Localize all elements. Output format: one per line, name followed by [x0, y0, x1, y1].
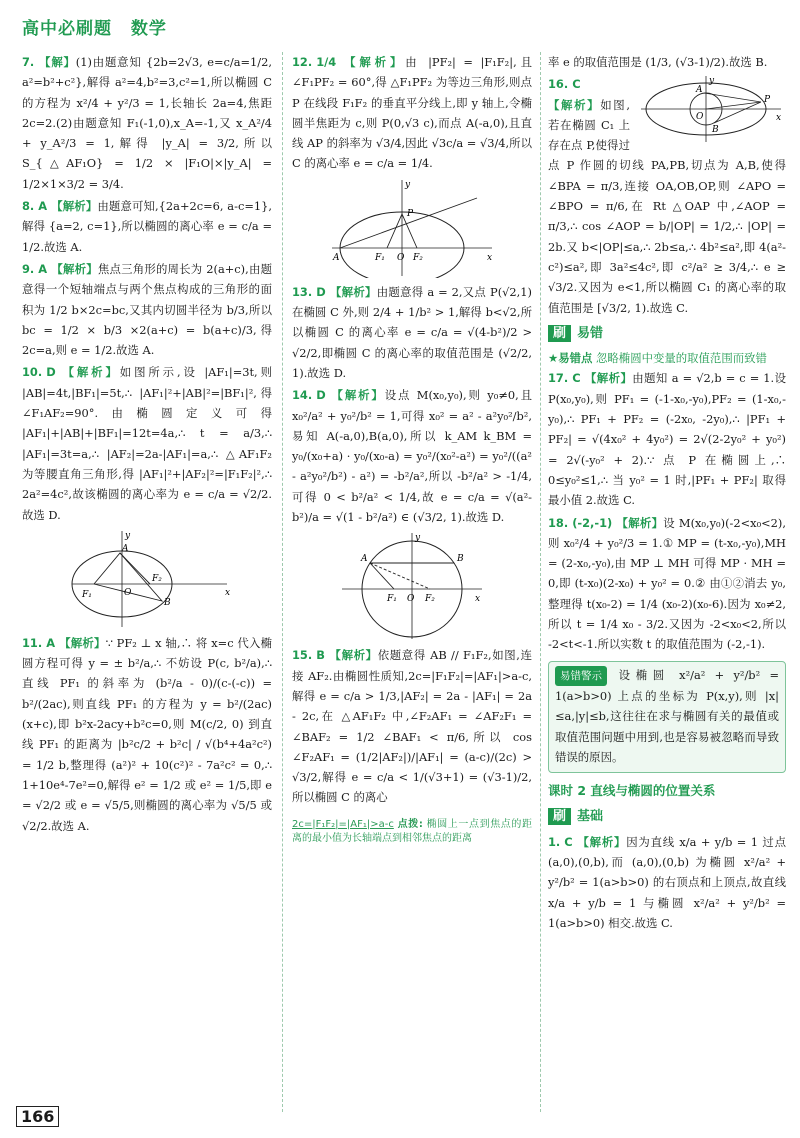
svg-text:A: A: [361, 554, 368, 565]
column-divider: [282, 52, 283, 1112]
svg-text:x: x: [475, 594, 481, 605]
label-A: A: [122, 543, 129, 554]
warning-box: 易错警示 设椭圆 x²/a² + y²/b² = 1(a>b>0) 上点的坐标为 P(x,y),则 |x|≤a,|y|≤b,这往往在求与椭圆有关的最值或取值范围问题中用到,也是容易被忽略而导致错误的原因。: [548, 661, 786, 773]
series-title: 高中必刷题: [22, 19, 112, 39]
question-17: 17. C 【解析】由题知 a = √2,b = c = 1.设 P(x₀,y₀),则 PF₁ = (-1-x₀,-y₀),PF₂ = (1-x₀,-y₀),∴ PF₁ + PF₂ = (-2x₀, -2y₀),∴ |PF₁ + PF₂| = √(4x₀² + 4y₀²) = 2√(2-2y₀² + y₀²) = 2√(-y₀² + 2).∵ 点 P 在椭圆上,∴ 0≤y₀²≤1,∴ 当 y₀² = 1 时,|PF₁ + PF₂| 取得最小值 2.故选 C.: [548, 371, 786, 508]
question-11: 11. A 【解析】∵ PF₂ ⊥ x 轴,∴ 将 x=c 代入椭圆方程可得 y = ± b²/a,∴ 不妨设 P(c, b²/a),∴ 直线 PF₁ 的斜率为 (b²/a - 0)/(c-(-c)) = b²/(2ac),则直线 PF₁ 的方程为 y = b²/(2ac) (x+c),即 b²x-2acy+b²c=0,则 M(c/2, 0) 到直线 PF₁ 的距离为 |b²c/2 + b²c| / √(b⁴+4a²c²) = 1/2 b,整理得 (a²)² + 10(c²)² - 7a²c² = 0,∴ 1+10e⁴-7e²=0,解得 e² = 1/2 或 e² = 1/5,即 e = √2/2 或 e = √5/5,则椭圆的离心率为 √5/5 或 √2/2.故选 A.: [22, 635, 272, 833]
svg-text:B: B: [712, 125, 719, 136]
svg-text:P: P: [407, 208, 414, 219]
label-O: O: [124, 587, 132, 598]
svg-text:F₁: F₁: [375, 252, 385, 263]
question-15-continued: 率 e 的取值范围是 (1/3, (√3-1)/2).故选 B.: [548, 55, 768, 69]
label-x: x: [225, 587, 231, 598]
svg-text:O: O: [696, 112, 704, 123]
svg-text:F₂: F₂: [425, 594, 435, 605]
subject-title: 数学: [130, 19, 167, 39]
figure-q12-ellipse: [327, 178, 497, 278]
question-8: 8. A 【解析】由题意可知,{2a+2c=6, a-c=1},解得 {a=2, c=1},所以椭圆的离心率 e = c/a = 1/2.故选 A.: [22, 199, 272, 254]
svg-text:B: B: [457, 554, 464, 565]
svg-text:x: x: [776, 113, 782, 124]
question-18: 18. (-2,-1) 【解析】设 M(x₀,y₀)(-2<x₀<2),则 x₀²/4 + y₀²/3 = 1.① MP = (t-x₀,-y₀),MH = (2-x₀,-y₀),由 MP ⊥ MH 可得 MP · MH = 0,即 (t-x₀)(2-x₀) + y₀² = 0.② 由①②消去 y₀,整理得 t(x₀-2) = 1/4 (x₀-2)(x₀-6).因为 x₀≠2,所以 t = 1/4 x₀ - 3/2.又因为 -2<x₀<2,所以 -2<t<-1.所以实数 t 的取值范围为 (-2,-1).: [548, 515, 786, 652]
question-13: 13. D 【解析】由题意得 a = 2,又点 P(√2,1) 在椭圆 C 外,则 2/4 + 1/b² > 1,解得 b<√2,所以椭圆 C 的离心率 e = c/a = √(4-b²)/2 > √2/2,即椭圆 C 的离心率的取值范围是 (√2/2, 1).故选 D.: [292, 284, 532, 380]
lesson-title: 课时 2 直线与椭圆的位置关系: [548, 783, 716, 799]
label-B: B: [164, 597, 171, 608]
question-15: 15. B 【解析】依题意得 AB // F₁F₂,如图,连接 AF₂.由椭圆性质知,2c=|F₁F₂|=|AF₁|>a-c,解得 e = c/a > 1/3,|AF₂| = 2a - |AF₁| = 2a - 2c,在 △AF₁F₂ 中,∠F₂AF₁ = ∠AF₂F₁ = ∠BAF₂ = 1/2 ∠BAF₁ < π/6,所以 cos ∠F₂AF₁ = (1/2|AF₂|)/|AF₁| = (a-c)/(2c) > √3/2,解得 e = c/a < 1/(√3+1) = (√3-1)/2,所以椭圆 C 的离心: [292, 648, 532, 805]
column-2: [292, 52, 532, 856]
label-F2: F₂: [152, 573, 162, 584]
question-9: 9. A 【解析】焦点三角形的周长为 2(a+c),由题意得一个短轴端点与两个焦点构成的三角形的面积为 1/2 b×2c=bc,又其内切圆半径为 b/3,所以 bc = 1/2 × b/3 ×2(a+c) = b(a+c)/3,得 2c=a,则 e = 1/2.故选 A.: [22, 261, 272, 358]
svg-text:O: O: [397, 252, 405, 263]
svg-text:x: x: [487, 252, 493, 263]
section-jichu: 刷 基础: [548, 807, 786, 827]
svg-text:O: O: [407, 594, 415, 605]
question-7: 7. 【解】(1)由题意知 {2b=2√3, e=c/a=1/2, a²=b²+c²},解得 a²=4,b²=3,c²=1,所以椭圆 C 的方程为 x²/4 + y²/3 = 1,长轴长 2a=4,焦距 2c=2.(2)由题意知 F₁(-1,0),x_A=-1,又 x_A²/4 + y_A²/3 = 1,解得 |y_A| = 3/2,所以 S_{△AF₁O} = 1/2 × |F₁O|×|y_A| = 1/2×1×3/2 = 3/4.: [22, 55, 272, 191]
figure-q16-ellipse-circle: [636, 74, 786, 144]
section-yicuo: 刷 易错: [548, 324, 786, 344]
column-1: [22, 52, 272, 838]
svg-text:y: y: [709, 76, 715, 87]
question-1: 1. C 【解析】因为直线 x/a + y/b = 1 过点 (a,0),(0,b),而 (a,0),(0,b) 为椭圆 x²/a² + y²/b² = 1(a>b>0) 的右顶点和上顶点,故直线 x/a + y/b = 1 与椭圆 x²/a² + y²/b² = 1(a>b>0) 相交.故选 C.: [548, 834, 786, 930]
label-y: y: [125, 530, 131, 541]
question-14: 14. D 【解析】设点 M(x₀,y₀),则 y₀≠0,且 x₀²/a² + y₀²/b² = 1,可得 x₀² = a² - a²y₀²/b²,易知 A(-a,0),B(a,0),所以 k_AM k_BM = y₀/(x₀+a) · y₀/(x₀-a) = y₀²/(x₀²-a²) = y₀²/((a² - a²y₀²/b²) - a²) = -b²/a²,所以 -b²/a² > -1/4,可得 0 < b²/a² < 1/4,故 e = c/a = √(a²-b²)/a = √(1 - b²/a²) ∈ (√3/2, 1).故选 D.: [292, 388, 532, 525]
svg-text:A: A: [696, 85, 703, 96]
figure-q10-ellipse: [62, 529, 232, 629]
question-16: 16. C【解析】如图,若在椭圆 C₁ 上存在点 P,使得过点 P 作圆的切线 PA,PB,切点为 A,B,使得 ∠BPA = π/3,连接 OA,OB,OP,则 ∠APO = ∠BPO = π/6,在 Rt △OAP 中,∠AOP = π/3,∴ cos ∠AOP = b/|OP| = 1/2,∴ |OP| = 2b.又 b<|OP|≤a,∴ 2b≤a,∴ 4b²≤a²,即 4(a²-c²)≤a²,即 3a²≤4c²,即 c²/a² ≥ 3/4,∴ e ≥ √3/2.又因为 e<1,所以椭圆 C₁ 的离心率的取值范围是 [√3/2, 1).故选 C.: [548, 77, 786, 315]
figure-q15-ellipse: [337, 531, 487, 641]
svg-text:y: y: [405, 179, 411, 190]
question-12: 12. 1/4 【解析】由 |PF₂| = |F₁F₂|,且 ∠F₁PF₂ = 60°,得 △F₁PF₂ 为等边三角形,则点 P 在线段 F₁F₂ 的垂直平分线上,即 y 轴上,令椭圆半焦距为 c,则 P(0,√3 c),而点 A(-a,0),且直线 AP 的斜率为 √3/4,因此 √3c/a = √3/4,所以 C 的离心率 e = c/a = 1/4.: [292, 55, 532, 171]
svg-text:P: P: [764, 95, 771, 106]
error-point: ★易错点 忽略椭圆中变量的取值范围而致错: [548, 351, 767, 366]
tip-note: 2c=|F₁F₂|=|AF₁|>a-c 点拨: 椭圆上一点到焦点的距离的最小值为长轴端点到相邻焦点的距离: [292, 818, 532, 844]
question-10: 10. D 【解析】如图所示,设 |AF₁|=3t,则 |AB|=4t,|BF₁|=5t,∴ |AF₁|²+|AB|²=|BF₁|²,得 ∠F₁AF₂=90°.由椭圆定义可得 |AF₁|+|AB|+|BF₁|=12t=4a,∴ t = a/3,∴ |AF₁|=3t=a,∴ |AF₂|=2a-|AF₁|=a,∴ △AF₁F₂ 为等腰直角三角形,得 |AF₁|²+|AF₂|²=|F₁F₂|²,∴ 2a²=4c²,故该椭圆的离心率为 e = c/a = √2/2.故选 D.: [22, 365, 272, 522]
column-divider: [540, 52, 541, 1112]
svg-text:F₁: F₁: [387, 594, 397, 605]
column-3: [548, 52, 786, 935]
svg-text:F₂: F₂: [413, 252, 423, 263]
svg-text:y: y: [415, 533, 421, 544]
label-F1: F₁: [82, 589, 92, 600]
page-header: [22, 14, 179, 39]
svg-text:A: A: [333, 252, 340, 263]
page-number: 166: [16, 1106, 59, 1127]
